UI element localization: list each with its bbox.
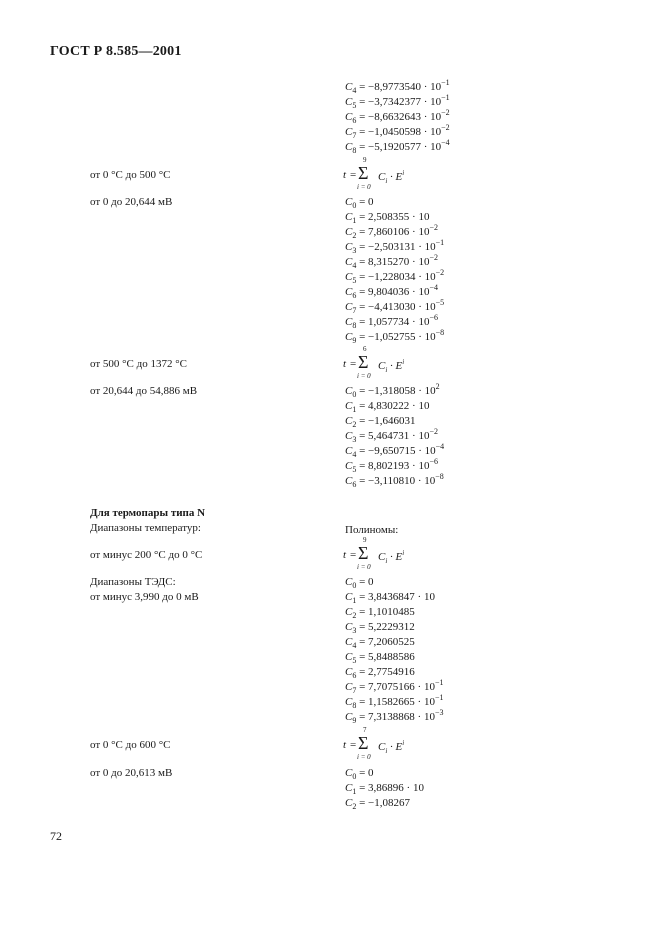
coef-line: $C_4 = 7,2060525$ <box>345 636 415 650</box>
coef-line: $C_5 = -1,228034 \cdot 10^{-2}$ <box>345 268 445 285</box>
coef-line: $C_1 = 3,86896 \cdot 10$ <box>345 782 424 796</box>
emf-range: от 20,644 до 54,886 мВ <box>90 385 198 397</box>
polynomial-formula: t = Σ 7 i = 0 $C_i \cdot E^i$ <box>343 726 405 761</box>
page-number: 72 <box>50 829 62 843</box>
sigma-symbol: Σ <box>358 733 369 753</box>
coef-line: $C_2 = 7,860106 \cdot 10^{-2}$ <box>345 223 438 240</box>
section-title: Для термопары типа N <box>90 507 206 519</box>
coef-line: $C_8 = 1,1582665 \cdot 10^{-1}$ <box>345 693 444 710</box>
coef-line: $C_3 = 5,464731 \cdot 10^{-2}$ <box>345 427 438 444</box>
polynomial-formula: t = Σ 9 i = 0 $C_i \cdot E^i$ <box>343 536 405 571</box>
coef-line: $C_0 = 0$ <box>345 196 374 210</box>
coef-line: $C_7 = -1,0450598 \cdot 10^{-2}$ <box>345 123 450 140</box>
coef-line: $C_4 = -9,650715 \cdot 10^{-4}$ <box>345 442 445 459</box>
emf-range: от минус 3,990 до 0 мВ <box>90 591 199 603</box>
temperature-range: от 500 °С до 1372 °С <box>90 358 187 370</box>
coef-line: $C_2 = -1,646031$ <box>345 415 416 429</box>
sigma-symbol: Σ <box>358 352 369 372</box>
coef-line: $C_6 = -3,110810 \cdot 10^{-8}$ <box>345 472 444 489</box>
emf-heading: Диапазоны ТЭДС: <box>90 576 176 588</box>
coef-line: $C_5 = 8,802193 \cdot 10^{-6}$ <box>345 457 438 474</box>
temperature-range: от 0 °С до 600 °С <box>90 739 171 751</box>
coef-line: $C_8 = 1,057734 \cdot 10^{-6}$ <box>345 313 438 330</box>
coef-line: $C_2 = -1,08267$ <box>345 797 411 811</box>
polynomial-formula: t = Σ 6 i = 0 $C_i \cdot E^i$ <box>343 345 405 380</box>
emf-range: от 0 до 20,613 мВ <box>90 767 173 779</box>
polynomials-heading: Полиномы: <box>345 524 399 536</box>
coef-line: $C_5 = 5,8488586$ <box>345 651 415 665</box>
coef-line: $C_8 = -5,1920577 \cdot 10^{-4}$ <box>345 138 450 155</box>
emf-range: от 0 до 20,644 мВ <box>90 196 173 208</box>
coef-line: $C_5 = -3,7342377 \cdot 10^{-1}$ <box>345 93 450 110</box>
coef-line: $C_1 = 4,830222 \cdot 10$ <box>345 400 430 414</box>
coef-line: $C_3 = -2,503131 \cdot 10^{-1}$ <box>345 238 445 255</box>
coef-line: $C_7 = -4,413030 \cdot 10^{-5}$ <box>345 298 445 315</box>
coef-line: $C_4 = -8,9773540 \cdot 10^{-1}$ <box>345 78 450 95</box>
coef-line: $C_9 = -1,052755 \cdot 10^{-8}$ <box>345 328 445 345</box>
temperature-heading: Диапазоны температур: <box>90 522 201 534</box>
coef-line: $C_0 = -1,318058 \cdot 10^2$ <box>345 382 440 399</box>
coef-line: $C_1 = 2,508355 \cdot 10$ <box>345 211 430 225</box>
coef-line: $C_1 = 3,8436847 \cdot 10$ <box>345 591 435 605</box>
coef-line: $C_6 = 9,804036 \cdot 10^{-4}$ <box>345 283 438 300</box>
coef-line: $C_0 = 0$ <box>345 767 374 781</box>
coef-line: $C_3 = 5,2229312$ <box>345 621 415 635</box>
sigma-symbol: Σ <box>358 543 369 563</box>
sigma-symbol: Σ <box>358 163 369 183</box>
coef-line: $C_4 = 8,315270 \cdot 10^{-2}$ <box>345 253 438 270</box>
polynomial-formula: t = Σ 9 i = 0 $C_i \cdot E^i$ <box>343 156 405 191</box>
coef-line: $C_0 = 0$ <box>345 576 374 590</box>
coef-line: $C_2 = 1,1010485$ <box>345 606 415 620</box>
coef-line: $C_7 = 7,7075166 \cdot 10^{-1}$ <box>345 678 444 695</box>
coef-line: $C_9 = 7,3138868 \cdot 10^{-3}$ <box>345 708 444 725</box>
temperature-range: от 0 °С до 500 °С <box>90 169 171 181</box>
coef-line: $C_6 = -8,6632643 \cdot 10^{-2}$ <box>345 108 450 125</box>
coef-line: $C_6 = 2,7754916$ <box>345 666 415 680</box>
temperature-range: от минус 200 °С до 0 °С <box>90 549 203 561</box>
page-header: ГОСТ Р 8.585—2001 <box>50 44 182 59</box>
